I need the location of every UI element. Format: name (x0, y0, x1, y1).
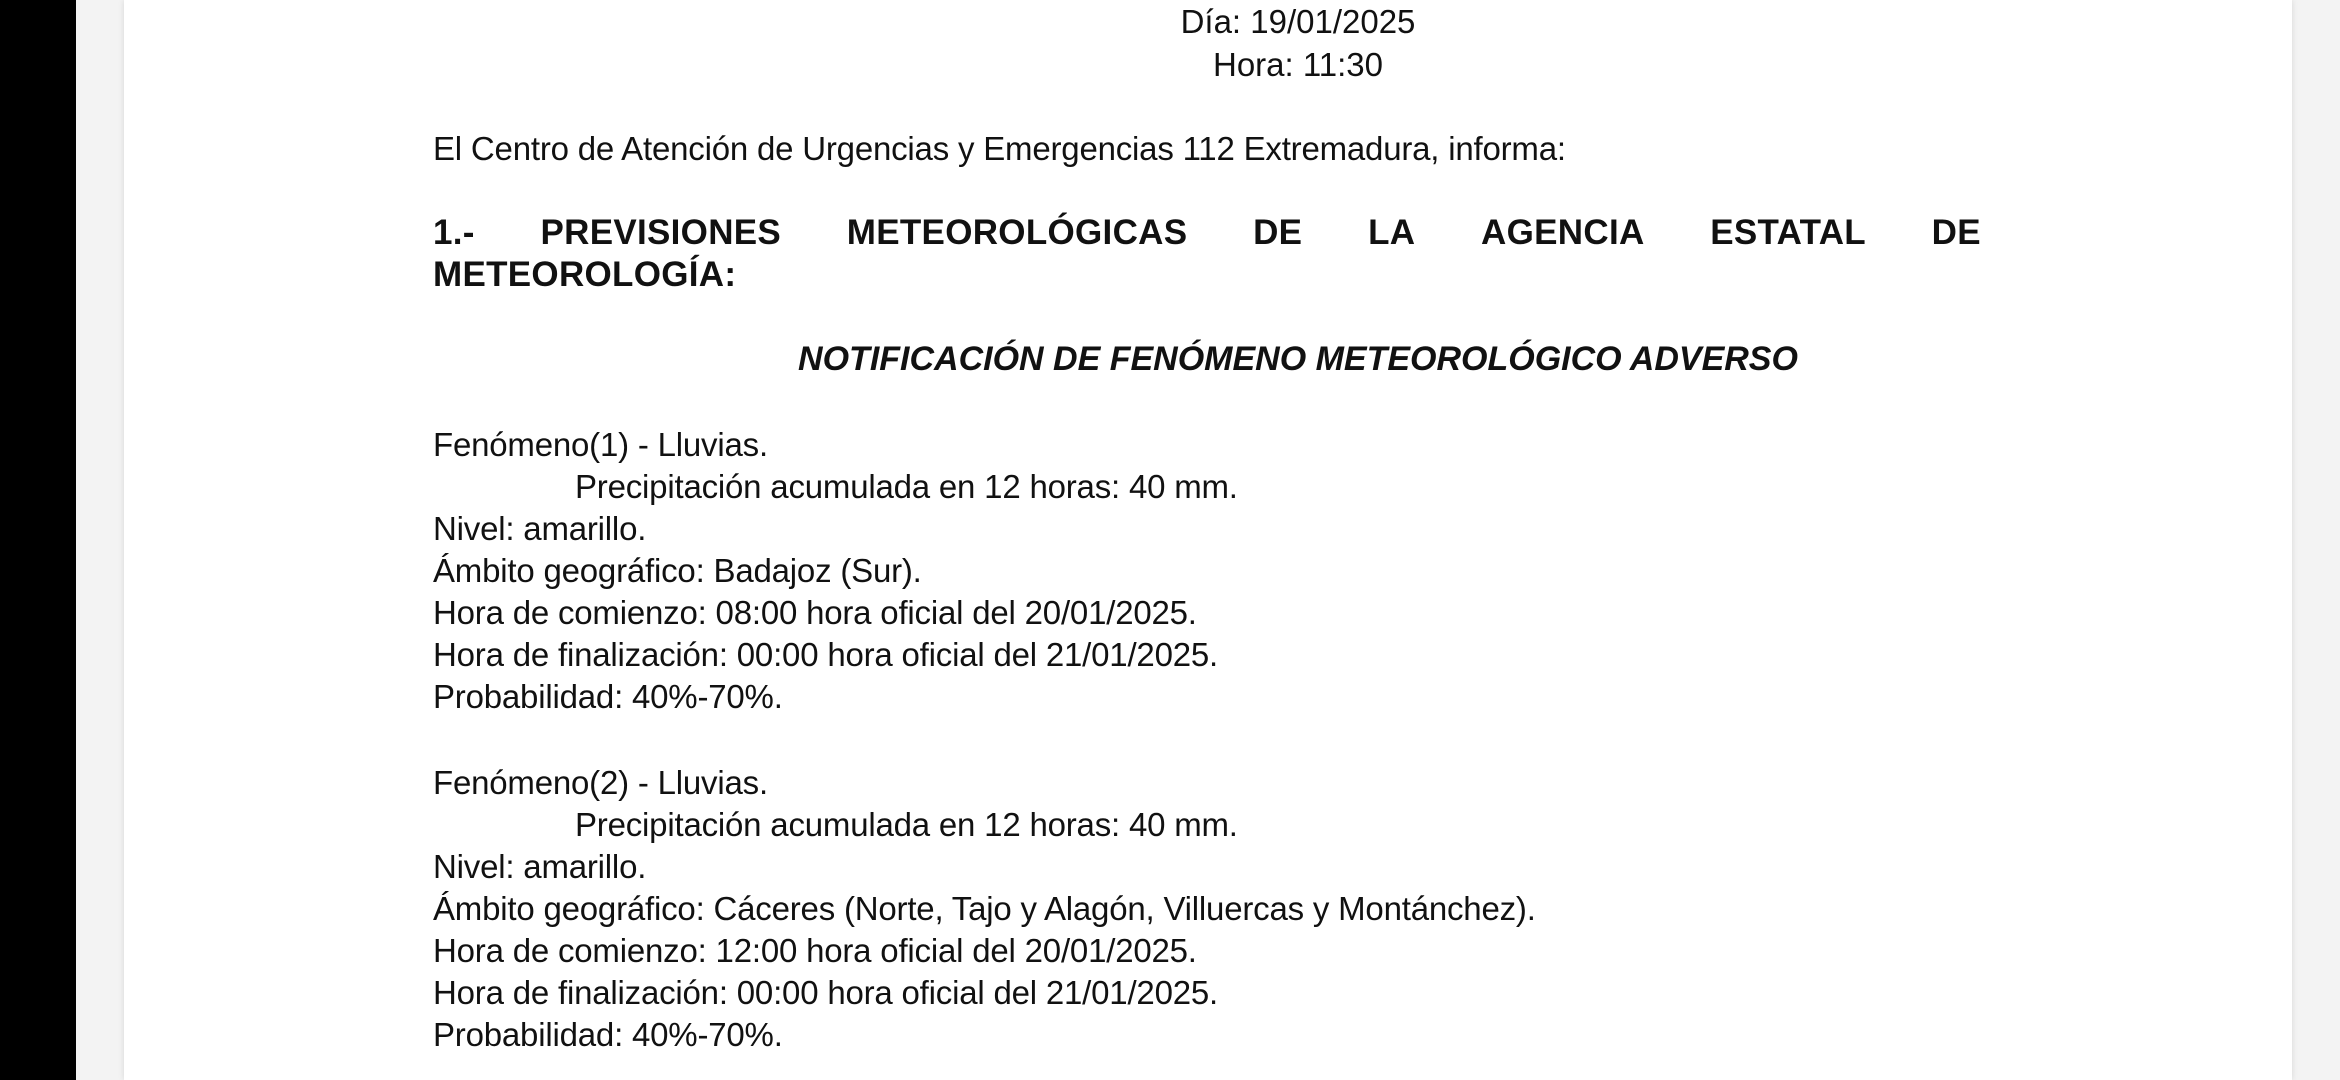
phenomenon-1-detail: Precipitación acumulada en 12 horas: 40 mm. (575, 468, 1238, 505)
phenomenon-2-area: Ámbito geográfico: Cáceres (Norte, Tajo y Alagón, Villuercas y Montánchez). (433, 890, 1536, 927)
phenomenon-2-end: Hora de finalización: 00:00 hora oficial del 21/01/2025. (433, 974, 1219, 1011)
left-page-gutter (76, 0, 124, 1080)
heading-word: LA (1368, 213, 1416, 252)
section-heading-line2: METEOROLOGÍA: (433, 255, 737, 294)
left-black-bar (0, 0, 76, 1080)
heading-word: DE (1253, 213, 1303, 252)
phenomenon-1-level: Nivel: amarillo. (433, 510, 647, 547)
notification-title: NOTIFICACIÓN DE FENÓMENO METEOROLÓGICO ADVERSO (798, 340, 1798, 378)
time-line: Hora: 11:30 (1213, 46, 1383, 83)
intro-paragraph: El Centro de Atención de Urgencias y Emergencias 112 Extremadura, informa: (433, 130, 1566, 167)
phenomenon-2-detail: Precipitación acumulada en 12 horas: 40 mm. (575, 806, 1238, 843)
section-heading-line1 (433, 212, 1981, 254)
phenomenon-1-probability: Probabilidad: 40%-70%. (433, 678, 783, 715)
phenomenon-2-title: Fenómeno(2) - Lluvias. (433, 764, 768, 801)
heading-word: ESTATAL (1710, 213, 1866, 252)
right-page-gutter (2292, 0, 2340, 1080)
heading-word: AGENCIA (1481, 213, 1645, 252)
heading-word: PREVISIONES (540, 213, 782, 252)
date-line: Día: 19/01/2025 (1180, 3, 1416, 40)
phenomenon-1-area: Ámbito geográfico: Badajoz (Sur). (433, 552, 922, 589)
phenomenon-2-level: Nivel: amarillo. (433, 848, 647, 885)
heading-word: DE (1931, 213, 1981, 252)
heading-word: METEOROLÓGICAS (846, 213, 1188, 252)
section-heading (433, 212, 1981, 296)
phenomenon-1-end: Hora de finalización: 00:00 hora oficial del 21/01/2025. (433, 636, 1219, 673)
document-page (124, 0, 2292, 1080)
phenomenon-2-probability: Probabilidad: 40%-70%. (433, 1016, 783, 1053)
phenomenon-1-start: Hora de comienzo: 08:00 hora oficial del 20/01/2025. (433, 594, 1197, 631)
phenomenon-2-start: Hora de comienzo: 12:00 hora oficial del 20/01/2025. (433, 932, 1197, 969)
phenomenon-1-title: Fenómeno(1) - Lluvias. (433, 426, 768, 463)
heading-word: 1.- (433, 213, 475, 252)
